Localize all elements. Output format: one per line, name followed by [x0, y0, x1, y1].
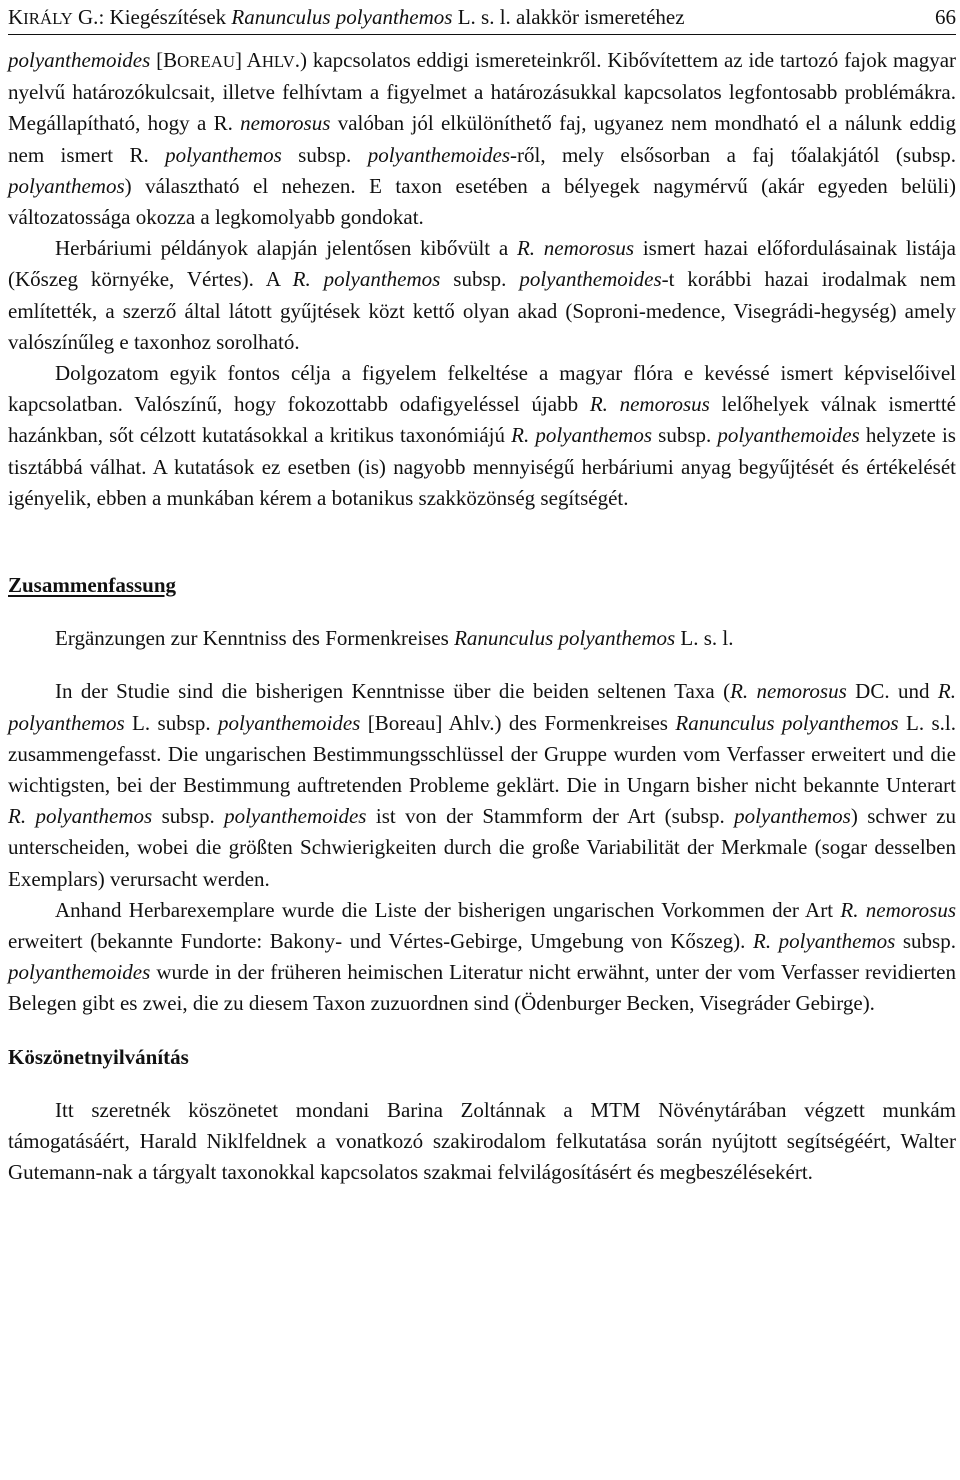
spacer: [8, 1073, 956, 1095]
spacer: [8, 654, 956, 676]
spacer: [8, 1020, 956, 1042]
page-body: [8, 45, 956, 1189]
section-heading-zusammenfassung: Zusammenfassung: [8, 573, 177, 598]
zusammenfassung-subtitle: Ergänzungen zur Kenntniss des Formenkreises Ranunculus polyanthemos L. s. l.: [55, 626, 734, 651]
section-heading-koszonetnyilvanitas: Köszönetnyilvánítás: [8, 1044, 189, 1069]
hungarian-paragraph-1: polyanthemoides [BOREAU] AHLV.) kapcsolatos eddigi ismereteinkről. Kibővítettem az ide tartozó fajok magyar nyelvű határozókulcsait, illetve felhívtam a figyelmet a határozásukkal kapcsolatos legfontosabb problémákra. Megállapítható, hogy a R. nemorosus valóban jól elkülöníthető faj, ugyanez nem mondható el a nálunk eddig nem ismert R. polyanthemos subsp. polyanthemoides-ről, mely elsősorban a faj tőalakjától (subsp. polyanthemos) választható el nehezen. E taxon esetében a bélyegek nagymérvű (akár egyeden belüli) változatossága okozza a legkomolyabb gondokat.: [8, 48, 957, 230]
zusammenfassung-paragraph-2: Anhand Herbarexemplare wurde die Liste der bisherigen ungarischen Vorkommen der Art R. nemorosus erweitert (bekannte Fundorte: Bakony- und Vértes-Gebirge, Umgebung von Kőszeg). R. polyanthemos subsp. polyanthemoides wurde in der früheren heimischen Literatur nicht erwähnt, unter der vom Verfasser revidierten Belegen gibt es zwei, die zu diesem Taxon zuzuordnen sind (Ödenburger Becken, Visegráder Gebirge).: [8, 897, 956, 1016]
header-rule: [8, 34, 956, 35]
page-number: 66: [935, 5, 956, 29]
hungarian-paragraph-3: Dolgozatom egyik fontos célja a figyelem felkeltése a magyar flóra e kevéssé ismert képviselőivel kapcsolatban. Valószínű, hogy fokozottabb odafigyeléssel újabb R. nemorosus lelőhelyek válnak ismertté hazánkban, sőt célzott kutatásokkal a kritikus taxonómiájú R. polyanthemos subsp. polyanthemoides helyzete is tisztábbá válhat. A kutatások ez esetben (is) nagyobb mennyiségű herbáriumi anyag begyűjtését és értékelését igényelik, ebben a munkában kérem a botanikus szakközönség segítségét.: [8, 361, 956, 510]
running-header: [8, 2, 956, 34]
koszonet-paragraph: Itt szeretnék köszönetet mondani Barina Zoltánnak a MTM Növénytárában végzett munkám támogatásáért, Harald Niklfeldnek a vonatkozó szakirodalom felkutatása során nyújtott segítségéért, Walter Gutemann-nak a tárgyalt taxonokkal kapcsolatos szakmai felvilágosításért és megbeszélésekért.: [8, 1097, 956, 1185]
zusammenfassung-paragraph-1: In der Studie sind die bisherigen Kenntnisse über die beiden seltenen Taxa (R. nemorosus DC. und R. polyanthemos L. subsp. polyanthemoides [Boreau] Ahlv.) des Formenkreises Ranunculus polyanthemos L. s.l. zusammengefasst. Die ungarischen Bestimmungsschlüssel der Gruppe wurden vom Verfasser erweitert und die wichtigsten, bei der Bestimmung auftretenden Probleme geklärt. Die in Ungarn bisher nicht bekannte Unterart R. polyanthemos subsp. polyanthemoides ist von der Stammform der Art (subsp. polyanthemos) schwer zu unterscheiden, wobei die größten Schwierigkeiten durch die große Variabilität der Merkmale (sogar desselben Exemplars) verursacht werden.: [8, 679, 956, 891]
spacer: [8, 514, 956, 570]
spacer: [8, 601, 956, 623]
hungarian-paragraph-2: Herbáriumi példányok alapján jelentősen kibővült a R. nemorosus ismert hazai előfordulásainak listája (Kőszeg környéke, Vértes). A R. polyanthemos subsp. polyanthemoides-t korábbi hazai irodalmak nem említették, a szerző által látott gyűjtések közt kettő olyan akad (Soproni-medence, Visegrádi-hegység) amely valószínűleg e taxonhoz sorolható.: [8, 236, 956, 354]
running-title: KIRÁLY G.: Kiegészítések Ranunculus polyanthemos L. s. l. alakkör ismeretéhez: [8, 5, 685, 29]
